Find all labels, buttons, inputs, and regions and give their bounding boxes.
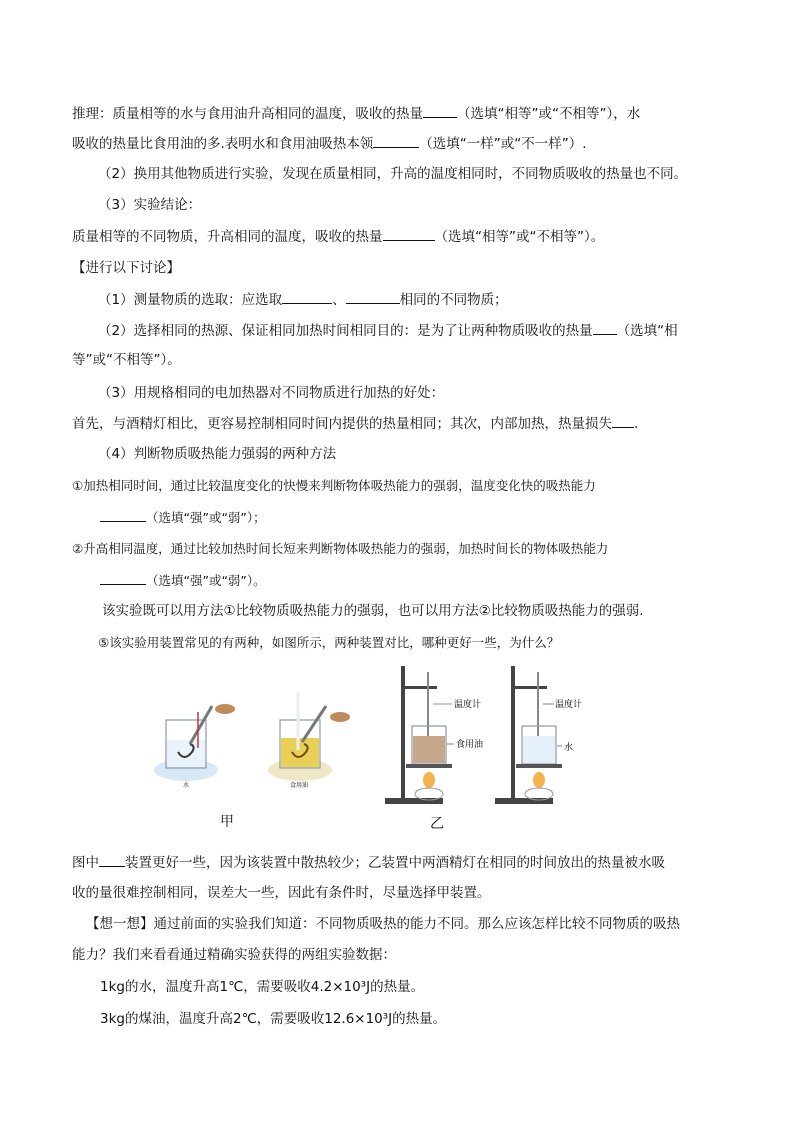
water-label: 水 [564, 743, 574, 753]
answer-blank[interactable] [383, 226, 435, 241]
text-line: （2）选择相同的热源、保证相同加热时间相同目的：是为了让两种物质吸收的热量 （选填“相 [98, 320, 734, 341]
text-line: 首先，与酒精灯相比，更容易控制相同时间内提供的热量相同；其次，内部加热，热量损失 . [72, 413, 734, 434]
text-line: 推理：质量相等的水与食用油升高相同的温度，吸收的热量 （选填“相等”或“不相等”），水 [72, 103, 734, 124]
text-line: （选填“强”或“弱”）。 [72, 570, 734, 591]
answer-blank[interactable] [99, 852, 125, 867]
answer-blank[interactable] [373, 133, 419, 148]
answer-blank[interactable] [612, 413, 634, 428]
figure-caption-jia: 甲 [220, 814, 234, 830]
answer-blank[interactable] [346, 289, 400, 304]
answer-blank[interactable] [423, 103, 457, 118]
answer-blank[interactable] [593, 320, 617, 335]
text-line: 【想一想】通过前面的实验我们知道：不同物质吸热的能力不同。那么应该怎样比较不同物质的吸热 [86, 916, 680, 932]
section-heading: 【进行以下讨论】 [72, 260, 180, 276]
answer-blank[interactable] [282, 289, 332, 304]
text-line: （2）换用其他物质进行实验，发现在质量相同，升高的温度相同时，不同物质吸收的热量也不同。 [98, 166, 688, 182]
beaker-water-label: 水 [183, 782, 190, 789]
stand-water-setup [495, 666, 562, 804]
text-line: ②升高相同温度，通过比较加热时间长短来判断物体吸热能力的强弱，加热时间长的物体吸热能力 [72, 541, 609, 556]
answer-blank[interactable] [100, 507, 146, 522]
stand-oil-setup [385, 666, 454, 804]
text-line: 图中 装置更好一些，因为该装置中散热较少；乙装置中两酒精灯在相同的时间放出的热量被水吸 [72, 852, 734, 873]
answer-blank[interactable] [100, 570, 146, 585]
text-line: 等”或“不相等”）。 [72, 352, 181, 368]
text-line: 吸收的热量比食用油的多.表明水和食用油吸热本领 （选填“一样”或“不一样”）. [72, 133, 734, 154]
text-line: 3kg的煤油，温度升高2℃，需要吸收12.6×10³J的热量。 [100, 1011, 447, 1027]
text-line: ①加热相同时间，通过比较温度变化的快慢来判断物体吸热能力的强弱，温度变化快的吸热能力 [72, 478, 596, 493]
beaker-oil-label: 食用油 [290, 782, 309, 789]
text-line: 该实验既可以用方法①比较物质吸热能力的强弱，也可以用方法②比较物质吸热能力的强弱. [102, 603, 644, 619]
oil-label: 食用油 [456, 740, 484, 750]
figure-caption-yi: 乙 [430, 816, 444, 832]
thermometer-label-2: 温度计 [555, 700, 583, 710]
text-line: 能力？我们来看看通过精确实验获得的两组实验数据： [72, 947, 396, 963]
beaker-oil-with-heater [268, 692, 350, 781]
text-line: ⑤该实验用装置常见的有两种，如图所示，两种装置对比，哪种更好一些，为什么？ [98, 635, 560, 650]
text-line: 收的量很难控制相同，误差大一些，因此有条件时，尽量选择甲装置。 [72, 885, 491, 901]
text-line: 1kg的水，温度升高1℃，需要吸收4.2×10³J的热量。 [100, 979, 425, 995]
text-line: （1）测量物质的选取：应选取 、 相同的不同物质； [98, 289, 734, 310]
thermometer-label-1: 温度计 [454, 700, 482, 710]
beaker-water-with-heater [154, 704, 235, 781]
text-line: （3）实验结论： [98, 197, 202, 213]
text-line: （选填“强”或“弱”）； [72, 507, 734, 528]
text-line: （4）判断物质吸热能力强弱的两种方法 [98, 446, 337, 462]
text-line: 质量相等的不同物质，升高相同的温度，吸收的热量 （选填“相等”或“不相等”）。 [72, 226, 734, 247]
text-line: （3）用规格相同的电加热器对不同物质进行加热的好处： [98, 385, 445, 401]
experiment-figure [150, 662, 600, 812]
